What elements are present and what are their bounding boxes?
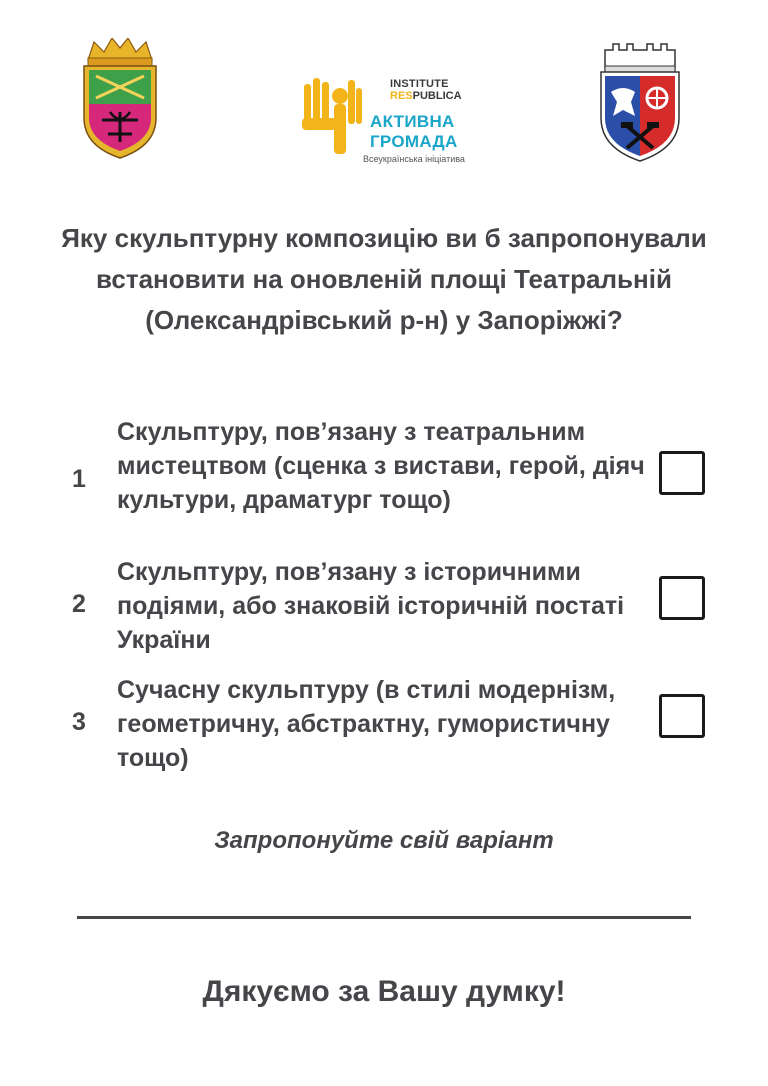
hands-icon [300, 74, 364, 166]
brand-line-2: ГРОМАДА [370, 132, 458, 151]
option-3-text: Сучасну скульптуру (в стилі модернізм, геометричну, абстрактну, гумористичну тощо) [117, 676, 616, 772]
custom-answer-line[interactable] [77, 916, 691, 919]
oberhausen-coat-of-arms-icon [597, 40, 683, 163]
brand-line-1: АКТИВНА [370, 112, 455, 131]
respublica-publica: PUBLICA [412, 90, 462, 102]
respublica-label [390, 90, 462, 102]
zaporizhzhia-coat-of-arms-icon [80, 38, 160, 160]
option-2-number: 2 [72, 590, 86, 618]
aktyvna-hromada-logo [300, 74, 470, 166]
thank-you-message: Дякуємо за Вашу думку! [202, 975, 566, 1008]
brand-tagline: Всеукраїнська ініціатива [363, 154, 465, 164]
option-2-text: Скульптуру, пов’язану з історичними подіями, або знаковій історичній постаті України [117, 558, 625, 654]
question-title: Яку скульптурну композицію ви б запропонували встановити на оновленій площі Театральній (Олександрівський р-н) у Запоріжжі? [61, 223, 707, 335]
option-2-checkbox[interactable] [659, 576, 705, 620]
option-1-number: 1 [72, 465, 86, 493]
respublica-res: RES [390, 90, 413, 102]
option-1-text: Скульптуру, пов’язану з театральним мистецтвом (сценка з вистави, герой, діяч культури, драматург тощо) [117, 418, 645, 514]
institute-label: INSTITUTE [390, 78, 449, 90]
option-3-number: 3 [72, 708, 86, 736]
suggest-variant-label: Запропонуйте свій варіант [214, 827, 554, 854]
option-1-checkbox[interactable] [659, 451, 705, 495]
option-3-checkbox[interactable] [659, 694, 705, 738]
